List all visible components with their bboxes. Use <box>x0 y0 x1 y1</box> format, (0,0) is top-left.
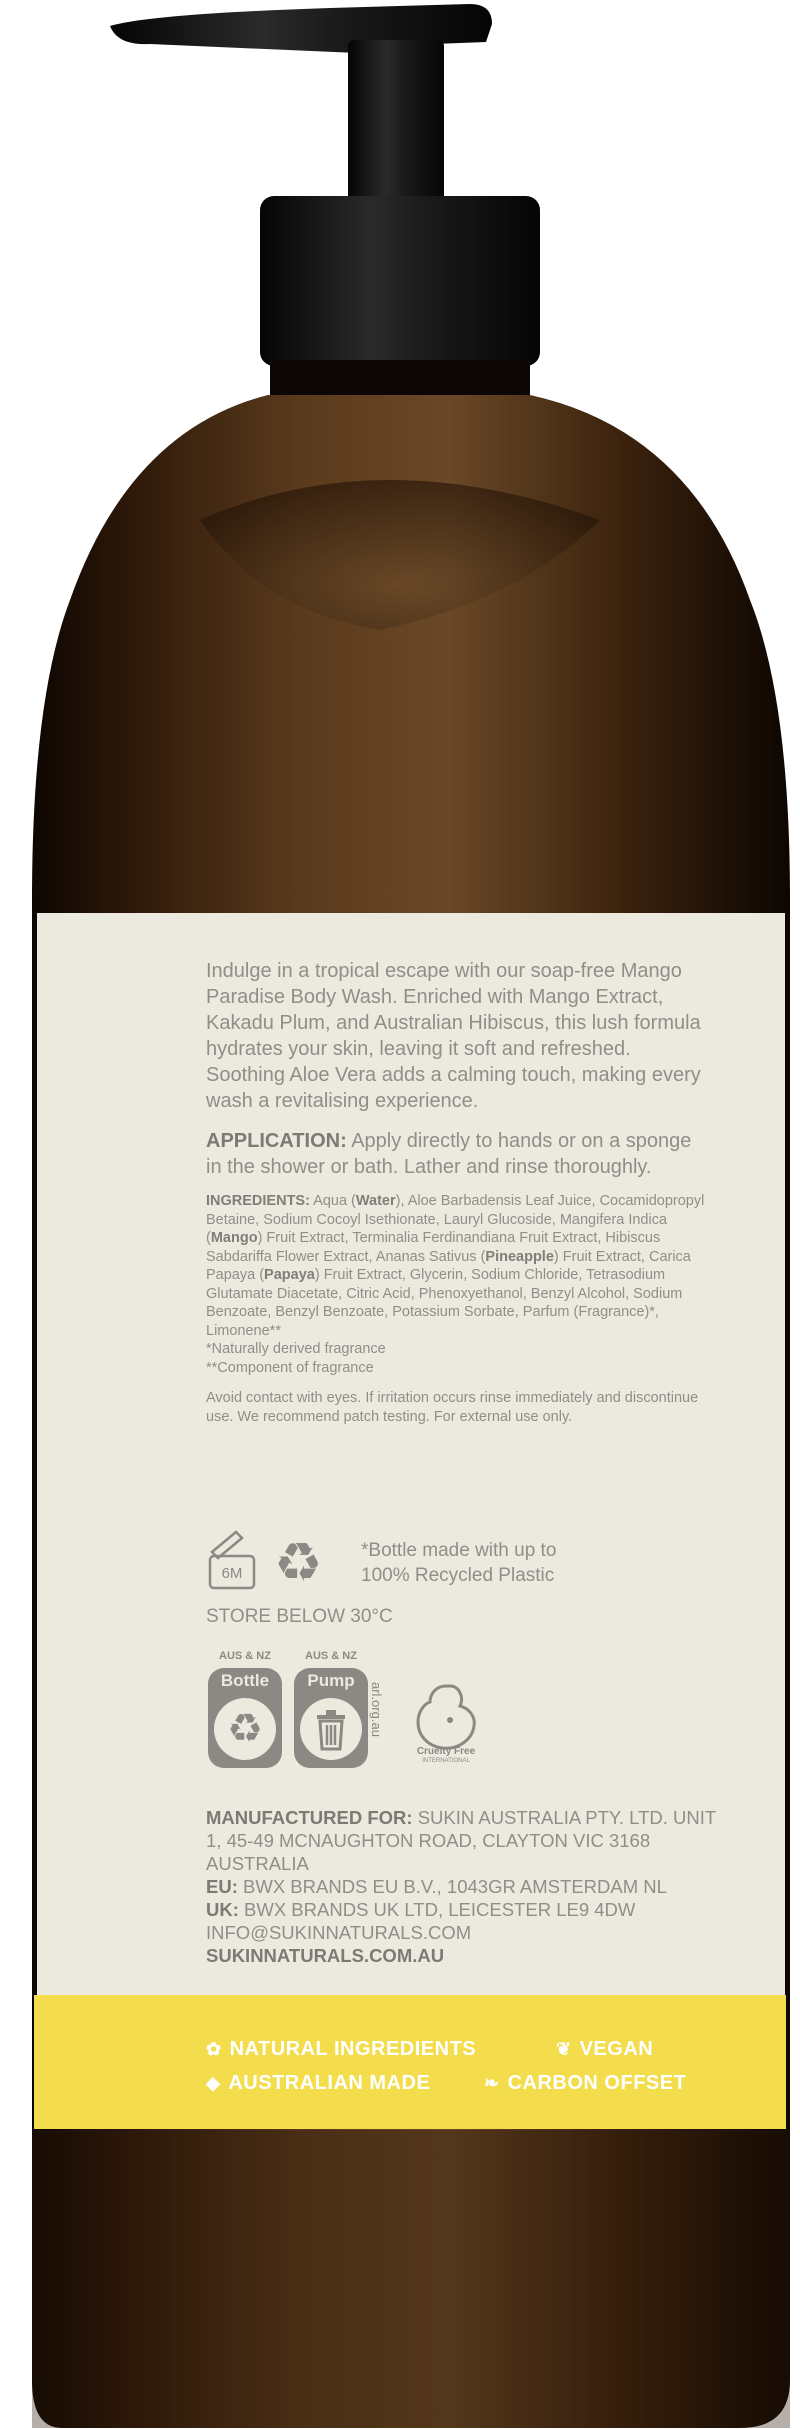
australia-icon: ◆ <box>206 2073 221 2093</box>
cruelty-free-sub: INTERNATIONAL <box>422 1758 470 1764</box>
recycle-icon: ♻ <box>214 1698 276 1760</box>
features-band <box>34 1995 786 2129</box>
storage-instruction: STORE BELOW 30°C <box>206 1606 393 1627</box>
ingredients-text <box>206 1193 704 1339</box>
uk-address: UK: BWX BRANDS UK LTD, LEICESTER LE9 4DW <box>206 1899 636 1920</box>
feature-natural-ingredients: ✿ NATURAL INGREDIENTS <box>206 2038 477 2060</box>
feature-vegan: ❦ VEGAN <box>556 2038 654 2060</box>
bottle-recycled-note: *Bottle made with up to 100% Recycled Plastic <box>361 1540 557 1586</box>
trash-bin-icon <box>300 1698 362 1760</box>
feature-australian-made: ◆ AUSTRALIAN MADE <box>206 2072 431 2094</box>
footnote-component: **Component of fragrance <box>206 1359 374 1376</box>
lotus-icon: ✿ <box>206 2039 222 2059</box>
footnote-fragrance: *Naturally derived fragrance <box>206 1341 386 1357</box>
label-text-block <box>206 958 706 1426</box>
contact-email: INFO@SUKINNATURALS.COM <box>206 1922 472 1943</box>
bottle-recycling-badge: AUS & NZ Bottle ♻ <box>206 1650 284 1786</box>
cruelty-free-label: Cruelty Free <box>416 1746 476 1757</box>
ingredient-text: ), Aloe Barbadensis Leaf Juice, Cocamidopropyl Betaine, Sodium Cocoyl Isethionate, Lauryl Glucoside, Mangifera Indica ( <box>206 1193 705 1246</box>
ingredient-text: ) Fruit Extract, Terminalia Ferdinandiana Fruit Extract, Hibiscus Sabdariffa Flower Extract, Ananas Sativus ( <box>206 1230 661 1265</box>
leaf-icon: ❦ <box>556 2039 572 2059</box>
ingredients-list: INGREDIENTS: Aqua (Water), Aloe Barbadensis Leaf Juice, Cocamidopropyl Betaine, Sodium Cocoyl Isethionate, Lauryl Glucoside, Mangifera Indica (Mango) Fruit Extract, Terminalia Ferdinandiana Fruit Extract, Hibiscus Sabdariffa Flower Extract, Ananas Sativus (Pineapple) Fruit Extract, Carica Papaya (Papaya) Fruit Extract, Glycerin, Sodium Chloride, Tetrasodium Glutamate Diacetate, Citric Acid, Phenoxyethanol, Benzyl Alcohol, Sodium Benzoate, Benzyl Benzoate, Potassium Sorbate, Parfum (Fragrance)*, Limonene** <box>206 1193 705 1339</box>
pao-label: 6M <box>221 1565 243 1582</box>
manufacturer-info <box>206 1806 726 1967</box>
certification-row <box>206 1650 606 1790</box>
website: SUKINNATURALS.COM.AU <box>206 1945 445 1966</box>
arl-website: arl.org.au <box>369 1682 384 1737</box>
eu-address: EU: BWX BRANDS EU B.V., 1043GR AMSTERDAM NL <box>206 1876 667 1897</box>
sprout-icon: ❧ <box>484 2073 500 2093</box>
pump-head <box>110 4 540 400</box>
ingredient-text: ) Fruit Extract, Carica Papaya ( <box>206 1248 691 1283</box>
feature-carbon-offset: ❧ CARBON OFFSET <box>484 2072 687 2094</box>
period-after-opening-icon <box>206 1528 260 1592</box>
recycle-info-row <box>206 1528 706 1594</box>
ingredient-highlight: Pineapple <box>485 1248 554 1265</box>
ingredient-text: Aqua ( <box>309 1193 356 1209</box>
ingredient-highlight: Mango <box>210 1230 258 1246</box>
product-description: Indulge in a tropical escape with our soap-free Mango Paradise Body Wash. Enriched with Mango Extract, Kakadu Plum, and Australian Hibiscus, this lush formula hydrates your skin, leaving it soft and refreshed. Soothing Aloe Vera adds a calming touch, making every wash a revitalising experience. <box>206 960 701 1112</box>
pump-recycling-badge: AUS & NZ Pump <box>292 1650 370 1786</box>
ingredient-highlight: Papaya <box>264 1267 315 1283</box>
ingredient-highlight: Water <box>355 1193 396 1209</box>
manufactured-for: MANUFACTURED FOR: SUKIN AUSTRALIA PTY. LTD. UNIT 1, 45-49 MCNAUGHTON ROAD, CLAYTON VIC 3168 AUSTRALIA <box>206 1807 716 1874</box>
warning-text: Avoid contact with eyes. If irritation occurs rinse immediately and discontinue use. We recommend patch testing. For external use only. <box>206 1390 699 1425</box>
recycle-icon: ♻ <box>274 1533 323 1593</box>
ingredient-text: ) Fruit Extract, Glycerin, Sodium Chloride, Tetrasodium Glutamate Diacetate, Citric Acid, Phenoxyethanol, Benzyl Alcohol, Sodium Benzoate, Benzyl Benzoate, Potassium Sorbate, Parfum (Fragrance)*, Limonene** <box>206 1267 683 1339</box>
application-instructions: APPLICATION: Apply directly to hands or on a sponge in the shower or bath. Lather and rinse thoroughly. <box>206 1130 692 1178</box>
